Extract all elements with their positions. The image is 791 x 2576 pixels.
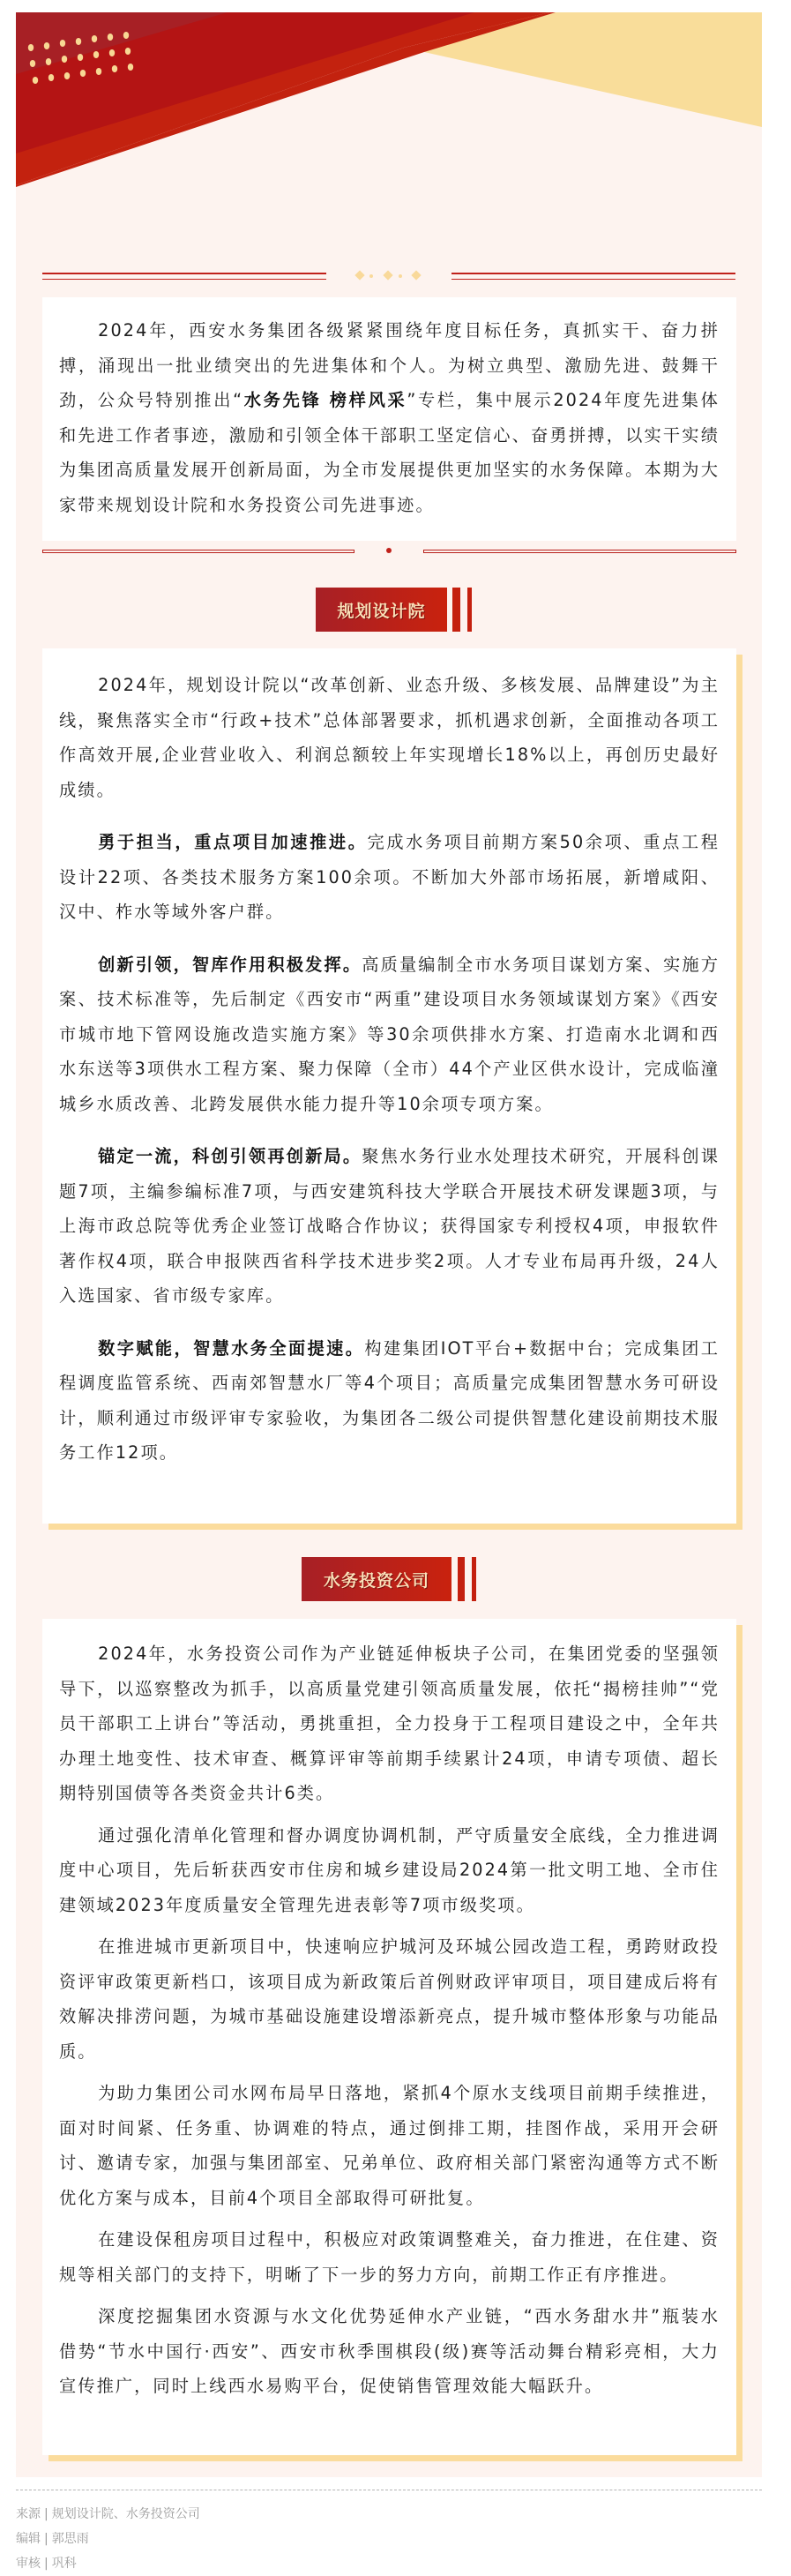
header-banner [16, 12, 762, 206]
divider-line-right [451, 272, 735, 281]
paragraph: 在建设保租房项目过程中，积极应对政策调整难关，奋力推进，在住建、资规等相关部门的支持下，明晰了下一步的努力方向，前期工作正有序推进。 [59, 2229, 720, 2285]
paragraph-heading: 数字赋能，智慧水务全面提速。 [98, 1337, 365, 1359]
header-stripe [452, 588, 460, 632]
paragraph: 深度挖掘集团水资源与水文化优势延伸水产业链，“西水务甜水井”瓶装水借势“节水中国行·西安”、西安市秋季围棋段(级)赛等活动舞台精彩亮相，大力宣传推广，同时上线西水易购平台，促使销售管理效能大幅跃升。 [59, 2306, 720, 2396]
intro-card [42, 297, 736, 541]
divider-bar-right [423, 550, 736, 553]
credit-reviewer: 审核 | 巩科 [16, 2557, 77, 2571]
section-header-planning-institute [316, 588, 474, 632]
red-dot-icon [386, 548, 392, 553]
credit-editor: 编辑 | 郭思雨 [16, 2532, 89, 2546]
article-container [16, 12, 762, 2477]
paragraph: 数字赋能，智慧水务全面提速。构建集团IOT平台+数据中台；完成集团工程调度监管系统、西南郊智慧水厂等4个项目；高质量完成集团智慧水务可研设计，顺利通过市级评审专家验收，为集团各二级公司提供智慧化建设前期技术服务工作12项。 [59, 1337, 720, 1463]
paragraph-heading: 创新引领，智库作用积极发挥。 [98, 954, 362, 975]
section-header-water-investment [302, 1557, 487, 1601]
paragraph: 锚定一流，科创引领再创新局。聚焦水务行业水处理技术研究，开展科创课题7项，主编参编标准7项，与西安建筑科技大学联合开展技术研发课题3项，与上海市政总院等优秀企业签订战略合作协议；获得国家专利授权4项，申报软件著作权4项，联合申报陕西省科学技术进步奖2项。人才专业布局再升级，24人入选国家、省市级专家库。 [59, 1146, 720, 1306]
paragraph: 为助力集团公司水网布局早日落地，紧抓4个原水支线项目前期手续推进，面对时间紧、任务重、协调难的特点，通过倒排工期，挂图作战，采用开会研讨、邀请专家，加强与集团部室、兄弟单位、政府相关部门紧密沟通等方式不断优化方案与成本，目前4个项目全部取得可研批复。 [59, 2083, 720, 2208]
section-divider [42, 546, 736, 555]
paragraph: 2024年，水务投资公司作为产业链延伸板块子公司，在集团党委的坚强领导下，以巡察整改为抓手，以高质量党建引领高质量发展，依托“揭榜挂帅”“党员干部职工上讲台”等活动，勇挑重担，全力投身于工程项目建设之中，全年共办理土地变性、技术审查、概算评审等前期手续累计24项，申请专项债、超长期特别国债等各类资金共计6类。 [59, 1644, 720, 1803]
divider-line-left [42, 272, 326, 281]
header-stripe [472, 1557, 476, 1601]
paragraph: 通过强化清单化管理和督办调度协调机制，严守质量安全底线，全力推进调度中心项目，先后斩获西安市住房和城乡建设局2024第一批文明工地、全市住建领域2023年度质量安全管理先进表彰等7项市级奖项。 [59, 1824, 720, 1915]
top-divider [42, 272, 735, 282]
divider-bar-left [42, 550, 354, 553]
diamond-ornament-icon [353, 272, 423, 282]
intro-paragraph: 2024年，西安水务集团各级紧紧围绕年度目标任务，真抓实干、奋力拼搏，涌现出一批业绩突出的先进集体和个人。为树立典型、激励先进、鼓舞干劲，公众号特别推出“水务先锋 榜样风采”专栏，集中展示2024年度先进集体和先进工作者事迹，激励和引领全体干部职工坚定信心、奋勇拼搏，以实干实绩为集团高质量发展开创新局面，为全市发展提供更加坚实的水务保障。本期为大家带来规划设计院和水务投资公司先进事迹。 [59, 320, 720, 515]
column-name: 水务先锋 榜样风采 [243, 390, 407, 410]
paragraph: 创新引领，智库作用积极发挥。高质量编制全市水务项目谋划方案、实施方案、技术标准等，先后制定《西安市“两重”建设项目水务领域谋划方案》《西安市城市地下管网设施改造实施方案》等30余项供排水方案、打造南水北调和西水东送等3项供水工程方案、聚力保障（全市）44个产业区供水设计，完成临潼城乡水质改善、北跨发展供水能力提升等10余项专项方案。 [59, 954, 720, 1114]
paragraph: 在推进城市更新项目中，快速响应护城河及环城公园改造工程，勇跨财政投资评审政策更新档口，该项目成为新政策后首例财政评审项目，项目建成后将有效解决排涝问题，为城市基础设施建设增添新亮点，提升城市整体形象与功能品质。 [59, 1936, 720, 2062]
section-title: 规划设计院 [316, 588, 447, 632]
article-credits [16, 2502, 200, 2576]
paragraph-heading: 勇于担当，重点项目加速推进。 [98, 832, 368, 852]
paragraph: 2024年，规划设计院以“改革创新、业态升级、多核发展、品牌建设”为主线，聚焦落实全市“行政+技术”总体部署要求，抓机遇求创新，全面推动各项工作高效开展,企业营业收入、利润总额较上年实现增长18%以上，再创历史最好成绩。 [59, 675, 720, 800]
water-investment-card [42, 1619, 736, 2455]
banner-graphic [16, 12, 762, 206]
paragraph: 勇于担当，重点项目加速推进。完成水务项目前期方案50余项、重点工程设计22项、各类技术服务方案100余项。不断加大外部市场拓展，新增咸阳、汉中、柞水等域外客户群。 [59, 832, 720, 922]
header-stripe [467, 588, 472, 632]
planning-institute-card [42, 648, 736, 1524]
credit-source: 来源 | 规划设计院、水务投资公司 [16, 2507, 200, 2521]
section-title: 水务投资公司 [302, 1557, 451, 1601]
header-stripe [458, 1557, 465, 1601]
paragraph-heading: 锚定一流，科创引领再创新局。 [98, 1146, 362, 1166]
